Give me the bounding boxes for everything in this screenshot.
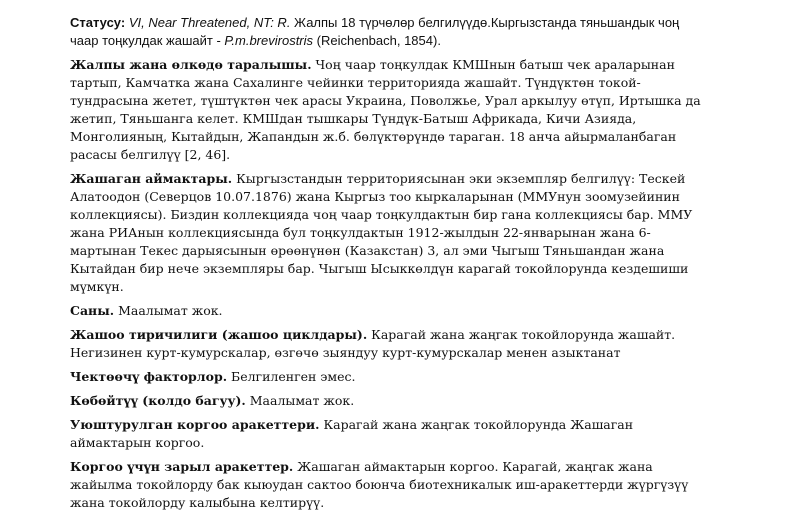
status-paragraph xyxy=(70,14,710,50)
protection-measures-paragraph xyxy=(70,416,710,452)
status-heading: Статусу: xyxy=(70,15,126,30)
life-cycle-text: Карагай жана жаңгак токойлорунда жашайт. Негизинен курт-кумурскалар, өзгөчө зыяндуу курт-кумурскалар менен азыктанат xyxy=(70,327,676,360)
abundance-text: Маалымат жок. xyxy=(114,303,223,318)
breeding-heading: Көбөйтүү (колдо багуу). xyxy=(70,393,246,408)
distribution-heading: Жалпы жана өлкөдө таралышы. xyxy=(70,57,312,72)
limiting-factors-text: Белгиленген эмес. xyxy=(227,369,356,384)
life-cycle-heading: Жашоо тиричилиги (жашоо циклдары). xyxy=(70,327,368,342)
required-actions-text: Жашаган аймактарын коргоо. Карагай, жаңгак жана жайылма токойлорду бак кыюудан сактоо боюнча биотехникалык иш-аракеттерди жүргүзүү жана токойлорду калыбына келтирүү. xyxy=(70,459,689,510)
habitat-heading: Жашаган аймактары. xyxy=(70,171,233,186)
distribution-text: Чоң чаар тоңкулдак КМШнын батыш чек араларынан тартып, Камчатка жана Сахалинге чейинки территорияда жашайт. Түндүктөн токой-тундрасына жетет, түштүктөн чек арасы Украина, Поволжье, Урал аркылуу өтүп, Иртышка да жетип, Тяньшанга келет. КМШдан тышкары Түндүк-Батыш Африкада, Кичи Азияда, Монголияның, Кытайдын, Жапандын ж.б. бөлүктөрүндө тараган. 18 анча айырмаланбаган расасы белгилүү [2, 46]. xyxy=(70,57,701,162)
limiting-factors-paragraph xyxy=(70,368,710,386)
status-species: P.m.brevirostris xyxy=(224,33,314,48)
required-actions-heading: Коргоо үчүн зарыл аракеттер. xyxy=(70,459,294,474)
breeding-text: Маалымат жок. xyxy=(245,393,355,408)
life-cycle-paragraph xyxy=(70,326,710,362)
breeding-paragraph xyxy=(70,392,710,410)
abundance-heading: Саны. xyxy=(70,303,115,318)
status-author: (Reichenbach, 1854). xyxy=(313,33,441,48)
status-text: Жалпы 18 түрчөлөр белгилүүдө.Кыргызстанда тяньшандык чоң чаар тоңкулдак жашайт - xyxy=(70,15,680,48)
protection-measures-heading: Уюштурулган коргоо аракеттери. xyxy=(70,417,320,432)
distribution-paragraph xyxy=(70,56,710,164)
limiting-factors-heading: Чектөөчү факторлор. xyxy=(70,369,228,384)
habitat-paragraph xyxy=(70,170,710,296)
abundance-paragraph xyxy=(70,302,710,320)
status-categories: VI, Near Threatened, NT: R. xyxy=(128,15,291,30)
required-actions-paragraph xyxy=(70,458,710,512)
habitat-text: Кыргызстандын территориясынан эки экземпляр белгилүү: Тескей Алатоодон (Северцов 10.07.1876) жана Кыргыз тоо кыркаларынан (ММУнун зоомузейинин коллекциясы). Биздин коллекцияда чоң чаар тоңкулдактын бир гана коллекциясы бар. ММУ жана РИАнын коллекциясында бул тоңкулдактын 1912-жылдын 22-январынан жана 6-мартынан Текес дарыясынын өрөөнүнөн (Казакстан) 3, ал эми Чыгыш Тяньшандан жана Кытайдан бир нече экземпляры бар. Чыгыш Ысыккөлдүн карагай токойлорунда кездешиши мүмкүн. xyxy=(70,171,693,294)
protection-measures-text: Карагай жана жаңгак токойлорунда Жашаган аймактарын коргоо. xyxy=(70,417,634,450)
document-page xyxy=(70,14,710,518)
